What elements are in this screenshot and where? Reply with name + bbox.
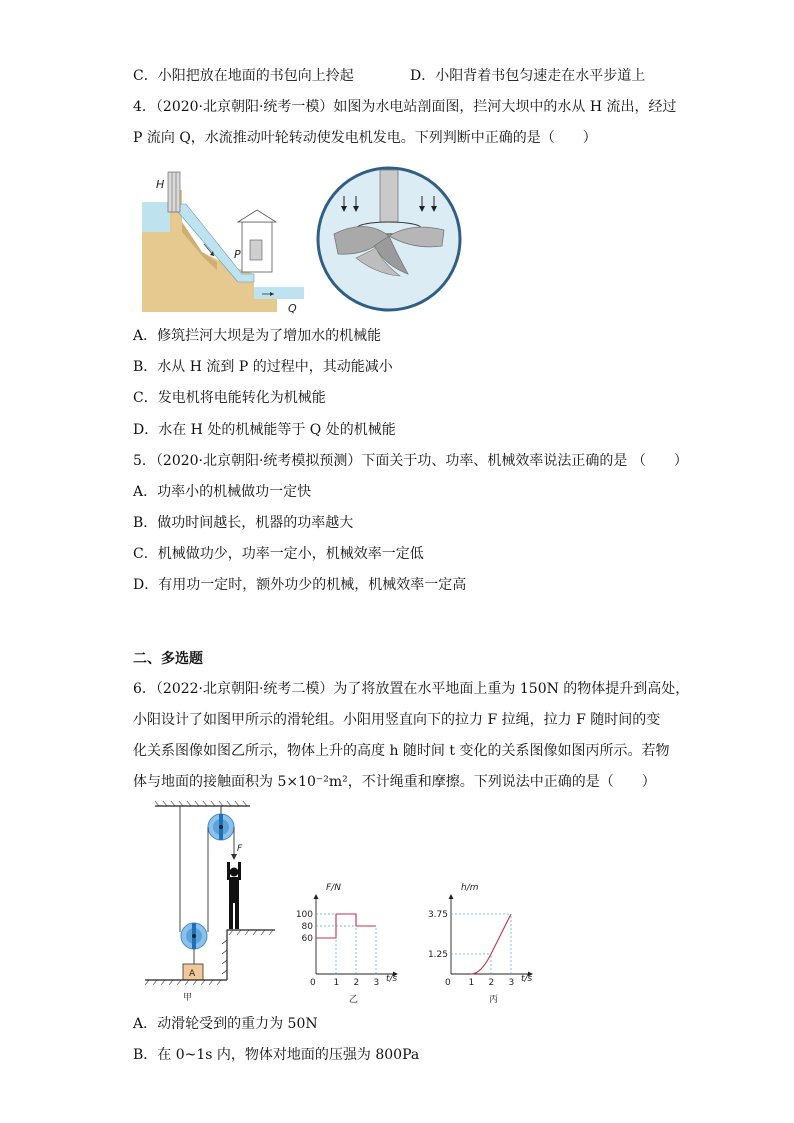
caption-bing: 丙 bbox=[489, 995, 499, 1005]
chart-bing-xtick-2: 2 bbox=[488, 978, 495, 988]
chart-bing-y-arrow bbox=[449, 894, 454, 899]
chart-bing-xtick-1: 1 bbox=[468, 978, 475, 988]
block-label: A bbox=[189, 969, 196, 979]
caption-yi: 乙 bbox=[349, 995, 359, 1005]
q5-stem: 5．（2020·北京朝阳·统考模拟预测）下面关于功、功率、机械效率说法正确的是 （ ） bbox=[133, 453, 688, 469]
height-time-chart bbox=[425, 880, 537, 1005]
label-p: P bbox=[234, 248, 241, 261]
chart-bing-xlabel: t/s bbox=[521, 974, 533, 984]
caption-jia: 甲 bbox=[183, 993, 193, 1003]
chart-yi-xtick-1: 1 bbox=[333, 978, 340, 988]
chart-yi-ytick-80: 80 bbox=[301, 922, 313, 932]
force-label: F bbox=[237, 844, 243, 854]
q6-stem-line2: 小阳设计了如图甲所示的滑轮组。小阳用竖直向下的拉力 F 拉绳，拉力 F 随时间的变 bbox=[133, 712, 661, 728]
q5-option-c: C．机械做功少，功率一定小，机械效率一定低 bbox=[133, 546, 424, 562]
section-title: 二、多选题 bbox=[133, 651, 203, 667]
q3-option-c: C．小阳把放在地面的书包向上拎起 bbox=[133, 68, 354, 84]
chart-bing-xtick-3: 3 bbox=[508, 978, 515, 988]
q4-stem-line1: 4．（2020·北京朝阳·统考一模）如图为水电站剖面图，拦河大坝中的水从 H 流出，经过 bbox=[133, 99, 677, 115]
force-time-chart bbox=[294, 880, 406, 1005]
person-silhouette bbox=[227, 862, 241, 929]
q4-stem-line2: P 流向 Q，水流推动叶轮转动使发电机发电。下列判断中正确的是（ ） bbox=[133, 130, 597, 146]
q4-option-a: A．修筑拦河大坝是为了增加水的机械能 bbox=[133, 328, 382, 344]
q3-option-d: D．小阳背着书包匀速走在水平步道上 bbox=[410, 68, 646, 84]
chart-bing-xtick-0: 0 bbox=[445, 978, 451, 988]
chart-bing-ylabel: h/m bbox=[461, 883, 479, 893]
chart-yi-ytick-100: 100 bbox=[295, 910, 313, 920]
q5-option-b: B．做功时间越长，机器的功率越大 bbox=[133, 515, 354, 531]
q6-option-b: B．在 0~1s 内，物体对地面的压强为 800Pa bbox=[133, 1047, 420, 1063]
q4-option-c: C．发电机将电能转化为机械能 bbox=[133, 390, 326, 406]
q6-stem-line1: 6．（2022·北京朝阳·统考二模）为了将放置在水平地面上重为 150N 的物体提升到高处， bbox=[133, 681, 690, 697]
chart-yi-xlabel: t/s bbox=[386, 974, 398, 984]
label-h: H bbox=[156, 178, 165, 191]
chart-yi-xtick-3: 3 bbox=[373, 978, 380, 988]
q4-option-d: D．水在 H 处的机械能等于 Q 处的机械能 bbox=[133, 422, 396, 438]
chart-bing-ytick-3.75: 3.75 bbox=[427, 910, 448, 920]
turbine-impeller-figure bbox=[316, 166, 462, 312]
chart-yi-xtick-2: 2 bbox=[353, 978, 360, 988]
label-q: Q bbox=[288, 302, 297, 314]
pulley-system-figure bbox=[145, 800, 285, 1005]
chart-yi-ylabel: F/N bbox=[326, 883, 341, 893]
q5-option-a: A．功率小的机械做功一定快 bbox=[133, 484, 312, 500]
chart-bing-ytick-1.25: 1.25 bbox=[427, 950, 448, 960]
q6-option-a: A．动滑轮受到的重力为 50N bbox=[133, 1016, 318, 1032]
q4-option-b: B．水从 H 流到 P 的过程中，其动能减小 bbox=[133, 359, 393, 375]
chart-yi-xtick-0: 0 bbox=[310, 978, 316, 988]
chart-yi-y-arrow bbox=[314, 894, 319, 899]
q5-option-d: D．有用功一定时，额外功少的机械，机械效率一定高 bbox=[133, 577, 467, 593]
q6-stem-line4: 体与地面的接触面积为 5×10⁻²m²，不计绳重和摩擦。下列说法中正确的是（ ） bbox=[133, 774, 656, 790]
dam-cross-section-figure bbox=[142, 162, 312, 314]
chart-yi-ytick-60: 60 bbox=[301, 934, 313, 944]
q6-stem-line3: 化关系图像如图乙所示，物体上升的高度 h 随时间 t 变化的关系图像如图丙所示。若物 bbox=[133, 743, 670, 759]
